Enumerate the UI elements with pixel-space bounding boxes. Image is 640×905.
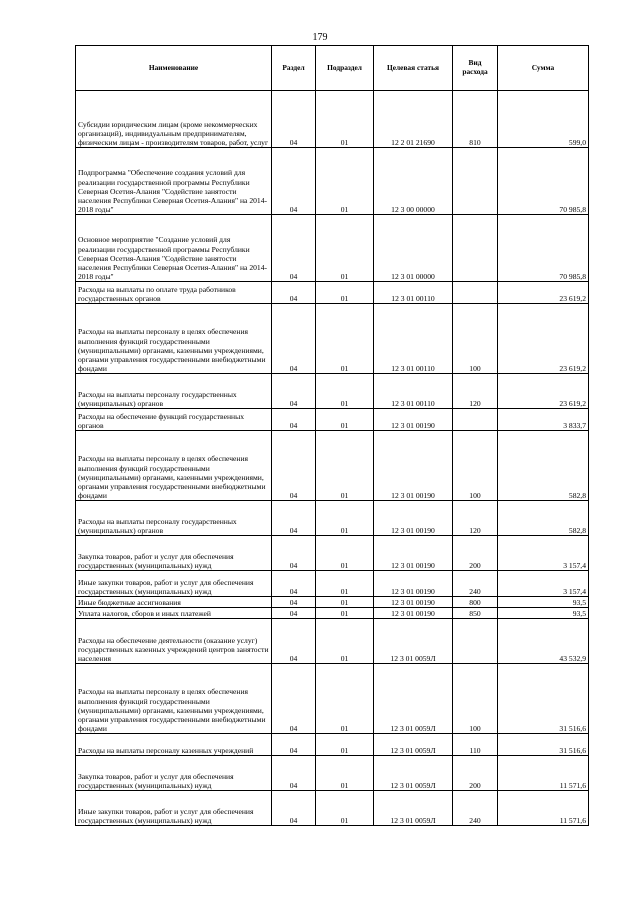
- row-name-text: Расходы на выплаты персоналу государственных (муниципальных) органов: [78, 516, 237, 535]
- row-expense-type: 800: [453, 597, 498, 608]
- row-target: 12 3 01 00110: [374, 374, 453, 409]
- row-section: 04: [272, 409, 316, 431]
- row-sum: 3 833,7: [498, 409, 589, 431]
- row-name: [76, 734, 272, 756]
- row-name-text: Иные закупки товаров, работ и услуг для обеспечения государственных (муниципальных) нужд: [78, 577, 254, 596]
- row-subsection: 01: [316, 374, 374, 409]
- row-target: 12 3 01 00000: [374, 215, 453, 282]
- header-name: Наименование: [76, 46, 272, 91]
- header-subsection: Подраздел: [316, 46, 374, 91]
- row-name: [76, 608, 272, 619]
- table-row: [76, 148, 589, 215]
- page-number: 179: [312, 32, 328, 43]
- row-section: 04: [272, 374, 316, 409]
- row-subsection: 01: [316, 619, 374, 664]
- row-name-text: Расходы на выплаты персоналу в целях обеспечения выполнения функций государственными (муниципальными) органами, казенными учреждениями, органами управления государственными внебюджетными фондами: [78, 687, 266, 733]
- row-expense-type: [453, 148, 498, 215]
- row-sum: 70 985,8: [498, 215, 589, 282]
- row-name: [76, 501, 272, 536]
- row-target: 12 3 01 00190: [374, 536, 453, 571]
- table-row: [76, 536, 589, 571]
- row-target: 12 3 01 0059Л: [374, 756, 453, 791]
- row-name: [76, 282, 272, 304]
- row-name: [76, 571, 272, 597]
- row-section: 04: [272, 734, 316, 756]
- row-section: 04: [272, 571, 316, 597]
- row-name-text: Расходы на выплаты по оплате труда работников государственных органов: [78, 284, 236, 303]
- row-sum: 23 619,2: [498, 374, 589, 409]
- row-section: 04: [272, 597, 316, 608]
- row-target: 12 2 01 21690: [374, 91, 453, 148]
- row-target: 12 3 01 00190: [374, 608, 453, 619]
- row-name: [76, 215, 272, 282]
- table-row: [76, 374, 589, 409]
- table-row: [76, 619, 589, 664]
- budget-table: [75, 45, 589, 826]
- row-name-text: Подпрограмма "Обеспечение создания условий для реализации государственной программы Республики Северная Осетия-Алания "Содействие занятости населения Республики Северная Осетия-Алания" на 2014-2018 годы": [78, 168, 268, 214]
- row-name: [76, 791, 272, 826]
- row-subsection: 01: [316, 91, 374, 148]
- row-name-text: Иные закупки товаров, работ и услуг для обеспечения государственных (муниципальных) нужд: [78, 806, 254, 825]
- row-name: [76, 536, 272, 571]
- table-row: [76, 304, 589, 374]
- row-sum: 70 985,8: [498, 148, 589, 215]
- table-row: [76, 91, 589, 148]
- row-expense-type: 100: [453, 431, 498, 501]
- row-subsection: 01: [316, 608, 374, 619]
- row-expense-type: 200: [453, 536, 498, 571]
- table-row: [76, 571, 589, 597]
- row-target: 12 3 01 00190: [374, 501, 453, 536]
- header-target: Целевая статья: [374, 46, 453, 91]
- row-subsection: 01: [316, 536, 374, 571]
- row-section: 04: [272, 619, 316, 664]
- header-expense-type: Вид расхода: [453, 46, 498, 91]
- row-expense-type: 100: [453, 664, 498, 734]
- row-section: 04: [272, 756, 316, 791]
- row-name-text: Расходы на выплаты персоналу государственных (муниципальных) органов: [78, 389, 237, 408]
- row-name-text: Закупка товаров, работ и услуг для обеспечения государственных (муниципальных) нужд: [78, 551, 234, 570]
- table-row: [76, 431, 589, 501]
- row-sum: 43 532,9: [498, 619, 589, 664]
- row-section: 04: [272, 148, 316, 215]
- row-name: [76, 431, 272, 501]
- row-subsection: 01: [316, 756, 374, 791]
- table-row: [76, 756, 589, 791]
- row-subsection: 01: [316, 791, 374, 826]
- row-subsection: 01: [316, 597, 374, 608]
- table-row: [76, 215, 589, 282]
- row-target: 12 3 01 00110: [374, 282, 453, 304]
- row-target: 12 3 01 00190: [374, 597, 453, 608]
- row-name: [76, 91, 272, 148]
- row-sum: 11 571,6: [498, 791, 589, 826]
- row-section: 04: [272, 791, 316, 826]
- row-section: 04: [272, 215, 316, 282]
- row-target: 12 3 01 0059Л: [374, 734, 453, 756]
- row-target: 12 3 01 00190: [374, 431, 453, 501]
- row-section: 04: [272, 501, 316, 536]
- row-name-text: Расходы на выплаты персоналу казенных учреждений: [78, 745, 254, 755]
- row-sum: 599,0: [498, 91, 589, 148]
- row-sum: 582,8: [498, 501, 589, 536]
- table-header-row: [76, 46, 589, 91]
- row-target: 12 3 01 0059Л: [374, 619, 453, 664]
- row-expense-type: [453, 215, 498, 282]
- row-expense-type: 850: [453, 608, 498, 619]
- row-name-text: Расходы на выплаты персоналу в целях обеспечения выполнения функций государственными (муниципальными) органами, казенными учреждениями, органами управления государственными внебюджетными фондами: [78, 454, 266, 500]
- row-sum: 93,5: [498, 597, 589, 608]
- row-subsection: 01: [316, 148, 374, 215]
- row-subsection: 01: [316, 571, 374, 597]
- row-target: 12 3 01 0059Л: [374, 791, 453, 826]
- row-name: [76, 374, 272, 409]
- row-section: 04: [272, 91, 316, 148]
- row-sum: 11 571,6: [498, 756, 589, 791]
- row-sum: 3 157,4: [498, 571, 589, 597]
- row-sum: 3 157,4: [498, 536, 589, 571]
- table-row: [76, 608, 589, 619]
- row-name: [76, 756, 272, 791]
- row-target: 12 3 00 00000: [374, 148, 453, 215]
- row-name: [76, 304, 272, 374]
- row-subsection: 01: [316, 282, 374, 304]
- row-name-text: Основное мероприятие "Создание условий для реализации государственной программы Республики Северная Осетия-Алания "Содействие занятости населения Республики Северная Осетия-Алания" на 2014-2018 годы": [78, 235, 268, 281]
- row-subsection: 01: [316, 409, 374, 431]
- row-name-text: Расходы на выплаты персоналу в целях обеспечения выполнения функций государственными (муниципальными) органами, казенными учреждениями, органами управления государственными внебюджетными фондами: [78, 327, 266, 373]
- table-row: [76, 409, 589, 431]
- row-target: 12 3 01 0059Л: [374, 664, 453, 734]
- row-expense-type: 110: [453, 734, 498, 756]
- row-subsection: 01: [316, 304, 374, 374]
- row-section: 04: [272, 664, 316, 734]
- row-expense-type: 120: [453, 374, 498, 409]
- table-row: [76, 734, 589, 756]
- row-name: [76, 664, 272, 734]
- row-subsection: 01: [316, 215, 374, 282]
- row-name-text: Иные бюджетные ассигнования: [78, 598, 181, 607]
- row-expense-type: [453, 619, 498, 664]
- row-name: [76, 409, 272, 431]
- row-target: 12 3 01 00190: [374, 571, 453, 597]
- row-name: [76, 619, 272, 664]
- row-section: 04: [272, 282, 316, 304]
- row-sum: 31 516,6: [498, 734, 589, 756]
- row-section: 04: [272, 304, 316, 374]
- row-subsection: 01: [316, 501, 374, 536]
- row-name-text: Закупка товаров, работ и услуг для обеспечения государственных (муниципальных) нужд: [78, 771, 234, 790]
- row-sum: 582,8: [498, 431, 589, 501]
- table-row: [76, 597, 589, 608]
- row-section: 04: [272, 431, 316, 501]
- row-sum: 23 619,2: [498, 282, 589, 304]
- table-row: [76, 791, 589, 826]
- row-expense-type: 240: [453, 571, 498, 597]
- table-row: [76, 664, 589, 734]
- row-expense-type: [453, 409, 498, 431]
- row-target: 12 3 01 00190: [374, 409, 453, 431]
- header-section: Раздел: [272, 46, 316, 91]
- header-sum: Сумма: [498, 46, 589, 91]
- row-subsection: 01: [316, 431, 374, 501]
- row-subsection: 01: [316, 734, 374, 756]
- row-name-text: Расходы на обеспечение деятельности (оказание услуг) государственных казенных учреждений центров занятости населения: [78, 635, 269, 663]
- row-expense-type: 120: [453, 501, 498, 536]
- row-expense-type: 810: [453, 91, 498, 148]
- row-sum: 23 619,2: [498, 304, 589, 374]
- row-expense-type: 100: [453, 304, 498, 374]
- row-name: [76, 597, 272, 608]
- row-sum: 93,5: [498, 608, 589, 619]
- row-subsection: 01: [316, 664, 374, 734]
- row-expense-type: 200: [453, 756, 498, 791]
- row-name: [76, 148, 272, 215]
- row-expense-type: [453, 282, 498, 304]
- row-target: 12 3 01 00110: [374, 304, 453, 374]
- row-name-text: Уплата налогов, сборов и иных платежей: [78, 609, 211, 618]
- row-expense-type: 240: [453, 791, 498, 826]
- row-name-text: Субсидии юридическим лицам (кроме некоммерческих организаций), индивидуальным предпринимателям, физическим лицам - производителям товаров, работ, услуг: [78, 119, 269, 147]
- table-row: [76, 282, 589, 304]
- table-row: [76, 501, 589, 536]
- row-section: 04: [272, 608, 316, 619]
- row-name-text: Расходы на обеспечение функций государственных органов: [78, 411, 244, 430]
- row-section: 04: [272, 536, 316, 571]
- row-sum: 31 516,6: [498, 664, 589, 734]
